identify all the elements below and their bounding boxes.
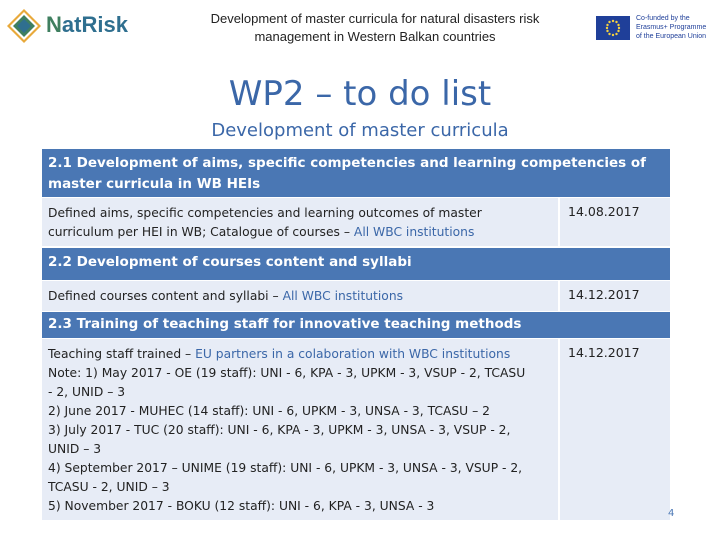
date-cell — [560, 339, 670, 520]
task-text: Defined courses content and syllabi – All WBC institutions — [48, 289, 404, 303]
slide-header — [0, 0, 720, 60]
task-date: 14.12.2017 — [568, 345, 640, 360]
task-date: 14.08.2017 — [568, 204, 640, 219]
table-row — [42, 339, 670, 522]
slide-subtitle: Development of master curricula — [211, 120, 509, 141]
date-cell — [560, 281, 670, 311]
section-heading-text: 2.3 Training of teaching staff for innovative teaching methods — [48, 316, 522, 332]
eu-cofunded-text: Co-funded by the Erasmus+ Programme of the European Union — [636, 15, 707, 40]
note-line: Note: 1) May 2017 - OE (19 staff): UNI - 6, KPA - 3, UPKM - 3, VSUP - 2, TCASU — [48, 366, 526, 380]
note-line: UNID – 3 — [48, 442, 102, 456]
note-line: 3) July 2017 - TUC (20 staff): UNI - 6, KPA - 3, UPKM - 3, UNSA - 3, VSUP - 2, — [48, 423, 511, 437]
natrisk-logo — [6, 6, 128, 46]
project-title: Development of master curricula for natural disasters risk management in Western Balkan countries — [210, 11, 540, 44]
task-date: 14.12.2017 — [568, 287, 640, 302]
task-cell — [42, 281, 560, 311]
page-number: 4 — [668, 508, 675, 519]
section-heading-2-1 — [42, 149, 670, 198]
section-heading-2-2 — [42, 248, 670, 281]
task-text: Defined aims, specific competencies and learning outcomes of master curriculum per HEI in WB; Catalogue of courses – All WBC institutions — [48, 206, 482, 239]
note-line: TCASU - 2, UNID – 3 — [48, 480, 170, 494]
note-line: 5) November 2017 - BOKU (12 staff): UNI - 6, KPA - 3, UNSA - 3 — [48, 499, 435, 513]
task-cell — [42, 339, 560, 520]
section-heading-text: 2.2 Development of courses content and syllabi — [48, 254, 412, 270]
section-heading-text: 2.1 Development of aims, specific competencies and learning competencies of master curricula in WB HEIs — [48, 155, 647, 192]
table-row — [42, 198, 670, 248]
eu-cofunded-logo — [596, 14, 716, 44]
note-line: 2) June 2017 - MUHEC (14 staff): UNI - 6, UPKM - 3, UNSA - 3, TCASU – 2 — [48, 404, 490, 418]
natrisk-logo-text: NatRisk — [46, 12, 128, 37]
slide-title: WP2 – to do list — [228, 74, 492, 114]
task-text — [48, 345, 546, 516]
eu-flag-icon — [596, 16, 630, 40]
date-cell — [560, 198, 670, 246]
note-line: - 2, UNID – 3 — [48, 385, 126, 399]
note-line: 4) September 2017 – UNIME (19 staff): UNI - 6, UPKM - 3, UNSA - 3, VSUP - 2, — [48, 461, 523, 475]
task-main-line: Teaching staff trained – EU partners in a colaboration with WBC institutions — [48, 347, 511, 361]
task-cell — [42, 198, 560, 246]
section-heading-2-3 — [42, 312, 670, 339]
table-row — [42, 281, 670, 313]
natrisk-logo-icon — [6, 8, 42, 44]
